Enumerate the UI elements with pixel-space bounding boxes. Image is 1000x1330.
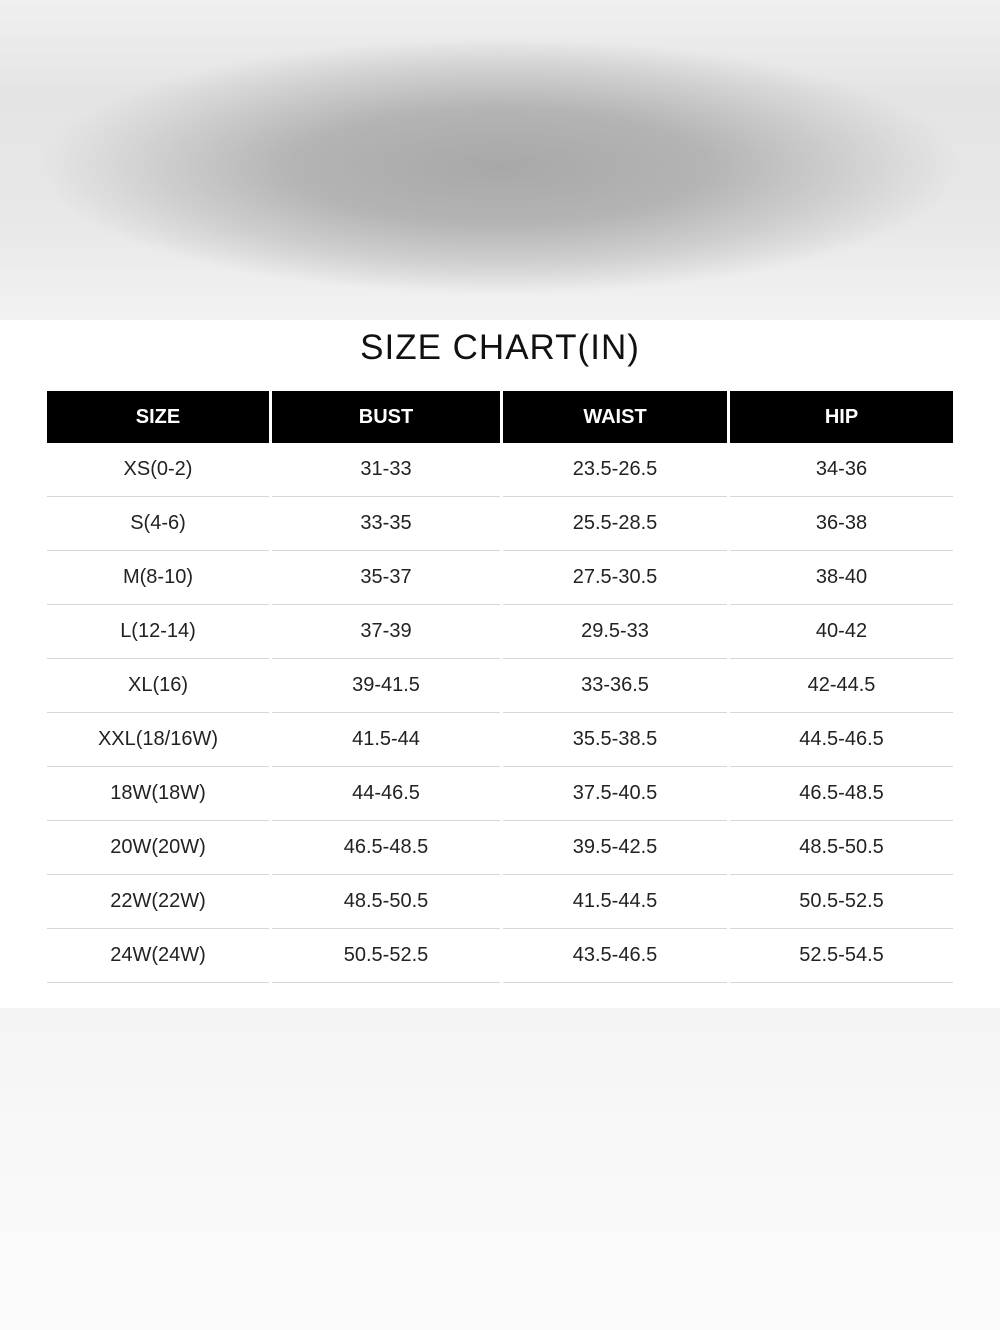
cell-bust: 48.5-50.5 <box>272 875 500 929</box>
table-row <box>47 443 953 497</box>
cell-hip: 44.5-46.5 <box>730 713 953 767</box>
cell-bust: 50.5-52.5 <box>272 929 500 983</box>
table-row <box>47 659 953 713</box>
cell-size: XL(16) <box>47 659 269 713</box>
cell-bust: 37-39 <box>272 605 500 659</box>
table-row <box>47 497 953 551</box>
cell-size: 18W(18W) <box>47 767 269 821</box>
cell-size: S(4-6) <box>47 497 269 551</box>
table-row <box>47 875 953 929</box>
cell-waist: 33-36.5 <box>503 659 727 713</box>
cell-waist: 25.5-28.5 <box>503 497 727 551</box>
header-hip: HIP <box>730 391 953 443</box>
table-row <box>47 767 953 821</box>
blurred-header-image <box>0 0 1000 320</box>
table-row <box>47 713 953 767</box>
table-header-row <box>47 391 953 443</box>
cell-hip: 46.5-48.5 <box>730 767 953 821</box>
cell-hip: 50.5-52.5 <box>730 875 953 929</box>
cell-hip: 34-36 <box>730 443 953 497</box>
cell-bust: 33-35 <box>272 497 500 551</box>
cell-size: L(12-14) <box>47 605 269 659</box>
cell-size: 20W(20W) <box>47 821 269 875</box>
table-row <box>47 821 953 875</box>
cell-waist: 39.5-42.5 <box>503 821 727 875</box>
cell-bust: 41.5-44 <box>272 713 500 767</box>
cell-bust: 46.5-48.5 <box>272 821 500 875</box>
size-chart-table <box>44 391 956 983</box>
cell-hip: 38-40 <box>730 551 953 605</box>
cell-hip: 36-38 <box>730 497 953 551</box>
cell-waist: 23.5-26.5 <box>503 443 727 497</box>
blurred-footer-image <box>0 1008 1000 1330</box>
table-row <box>47 551 953 605</box>
cell-hip: 42-44.5 <box>730 659 953 713</box>
table-row <box>47 929 953 983</box>
cell-hip: 48.5-50.5 <box>730 821 953 875</box>
cell-hip: 52.5-54.5 <box>730 929 953 983</box>
header-size: SIZE <box>47 391 269 443</box>
cell-waist: 37.5-40.5 <box>503 767 727 821</box>
cell-size: 22W(22W) <box>47 875 269 929</box>
header-waist: WAIST <box>503 391 727 443</box>
cell-hip: 40-42 <box>730 605 953 659</box>
table-row <box>47 605 953 659</box>
cell-bust: 39-41.5 <box>272 659 500 713</box>
cell-size: 24W(24W) <box>47 929 269 983</box>
cell-size: XS(0-2) <box>47 443 269 497</box>
cell-waist: 27.5-30.5 <box>503 551 727 605</box>
cell-size: M(8-10) <box>47 551 269 605</box>
cell-waist: 41.5-44.5 <box>503 875 727 929</box>
cell-waist: 43.5-46.5 <box>503 929 727 983</box>
size-chart-title: SIZE CHART(IN) <box>360 328 640 367</box>
cell-waist: 29.5-33 <box>503 605 727 659</box>
header-bust: BUST <box>272 391 500 443</box>
cell-bust: 31-33 <box>272 443 500 497</box>
cell-bust: 35-37 <box>272 551 500 605</box>
cell-bust: 44-46.5 <box>272 767 500 821</box>
cell-size: XXL(18/16W) <box>47 713 269 767</box>
cell-waist: 35.5-38.5 <box>503 713 727 767</box>
